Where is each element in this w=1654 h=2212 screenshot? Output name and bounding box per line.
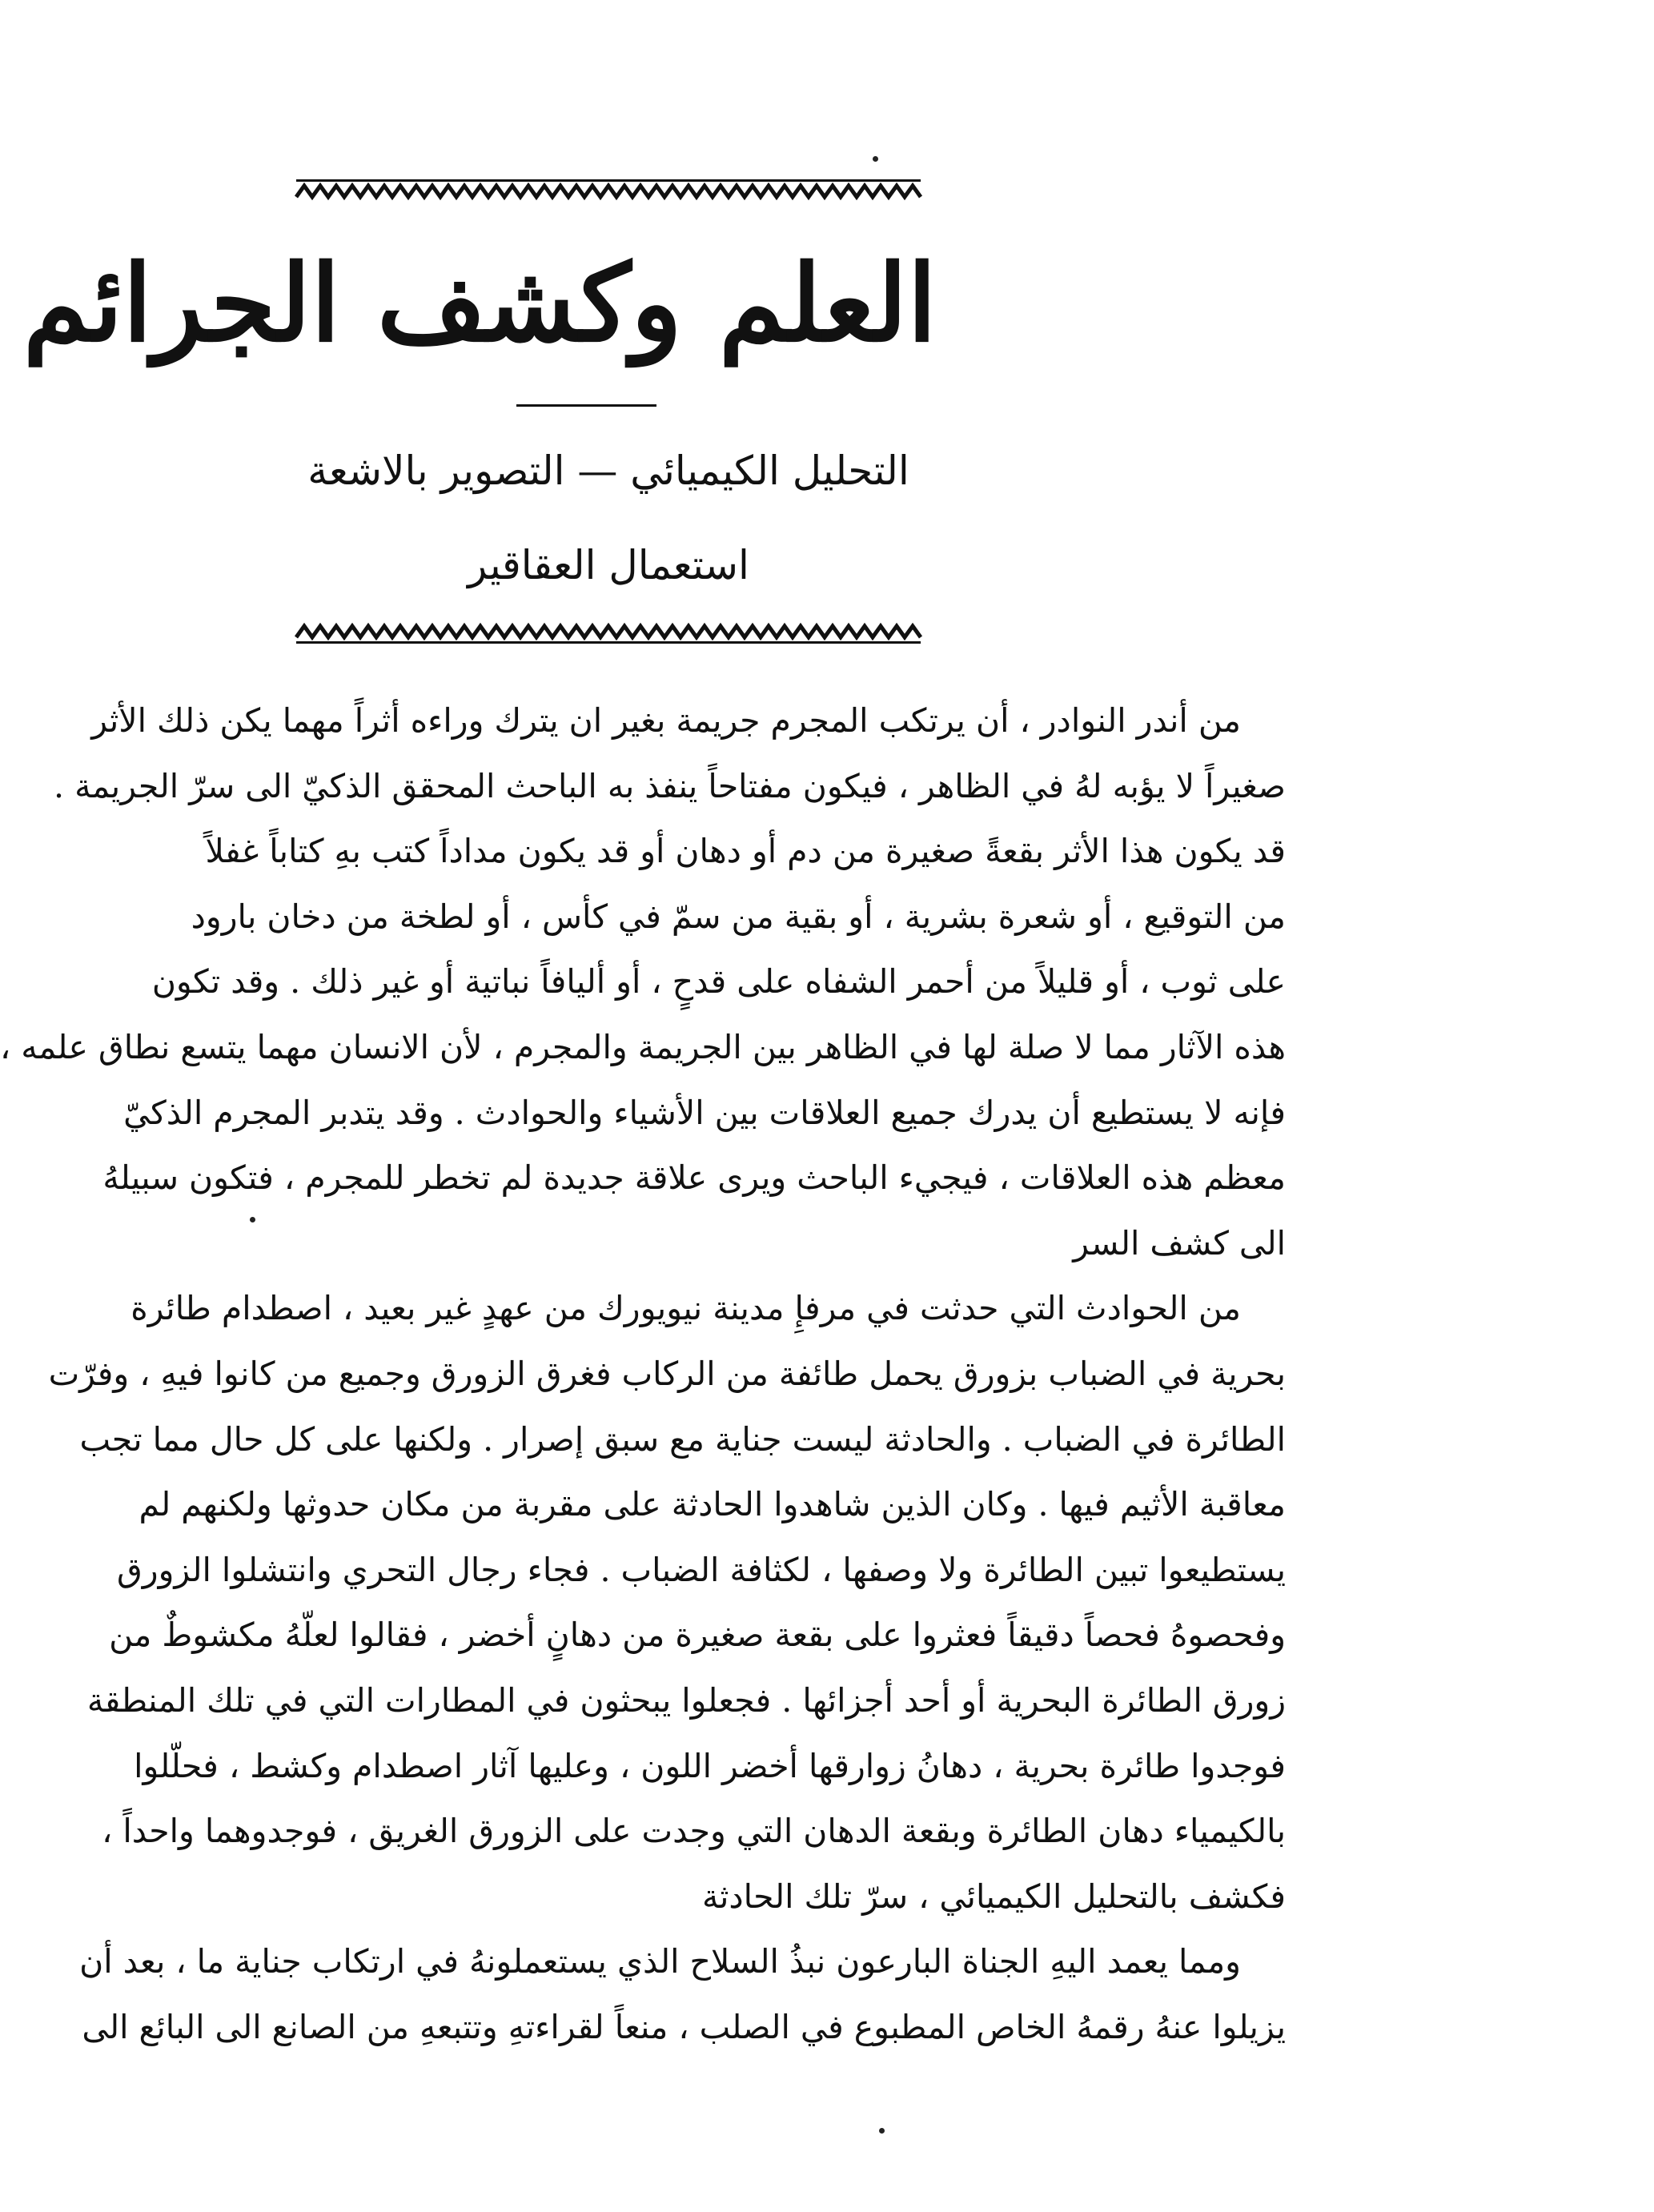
paragraph-2-line: بحرية في الضباب بزورق يحمل طائفة من الركاب فغرق الزورق وجميع من كانوا فيهِ ، وفرّت — [48, 1354, 1286, 1393]
paragraph-2-line: معاقبة الأثيم فيها . وكان الذين شاهدوا الحادثة على مقربة من مكان حدوثها ولكنهم لم — [139, 1485, 1286, 1524]
paragraph-1-line: من التوقيع ، أو شعرة بشرية ، أو بقية من سمّ في كأس ، أو لطخة من دخان بارود — [191, 897, 1286, 936]
paragraph-1-line: صغيراً لا يؤبه لهُ في الظاهر ، فيكون مفتاحاً ينفذ به الباحث المحقق الذكيّ الى سرّ الجريمة . — [54, 766, 1286, 805]
paragraph-3-line: ومما يعمد اليهِ الجناة البارعون نبذُ السلاح الذي يستعملونهُ في ارتكاب جناية ما ، بعد أن — [79, 1942, 1241, 1981]
paragraph-3-line: يزيلوا عنهُ رقمهُ الخاص المطبوع في الصلب ، منعاً لقراءتهِ وتتبعهِ من الصانع الى البائع الى — [82, 2007, 1286, 2046]
paragraph-1-line: الى كشف السر — [1073, 1223, 1286, 1263]
scan-speck — [879, 2128, 885, 2134]
paragraph-2-line: زورق الطائرة البحرية أو أحد أجزائها . فجعلوا يبحثون في المطارات التي في تلك المنطقة — [86, 1680, 1286, 1720]
article-subtitle-secondary: استعمال العقاقير — [468, 542, 749, 588]
scan-speck — [873, 156, 878, 162]
paragraph-1-line: هذه الآثار مما لا صلة لها في الظاهر بين الجريمة والمجرم ، لأن الانسان مهما يتسع نطاق علمه ، — [0, 1027, 1286, 1066]
paragraph-1-line: معظم هذه العلاقات ، فيجيء الباحث ويرى علاقة جديدة لم تخطر للمجرم ، فتكون سبيلهُ — [102, 1158, 1286, 1198]
paragraph-2-line: وفحصوهُ فحصاً دقيقاً فعثروا على بقعة صغيرة من دهانٍ أخضر ، فقالوا لعلّهُ مكشوطٌ من — [109, 1616, 1286, 1655]
paragraph-2-line: يستطيعوا تبين الطائرة ولا وصفها ، لكثافة الضباب . فجاء رجال التحري وانتشلوا الزورق — [116, 1550, 1286, 1589]
paragraph-1-line: على ثوب ، أو قليلاً من أحمر الشفاه على قدحٍ ، أو أليافاً نباتية أو غير ذلك . وقد تكون — [151, 962, 1286, 1002]
paragraph-1-line: من أندر النوادر ، أن يرتكب المجرم جريمة بغير ان يترك وراءه أثراً مهما يكن ذلك الأثر — [91, 701, 1241, 740]
paragraph-1-line: قد يكون هذا الأثر بقعةً صغيرة من دم أو دهان أو قد يكون مداداً كتب بهِ كتاباً غفلاً — [205, 832, 1286, 871]
zigzag-ornament-icon — [296, 178, 921, 202]
bottom-ornament-border — [296, 621, 921, 645]
article-title: العلم وكشف الجرائم — [22, 242, 937, 366]
article-body — [0, 688, 1286, 2060]
paragraph-2-line: فكشف بالتحليل الكيميائي ، سرّ تلك الحادثة — [702, 1877, 1286, 1916]
paragraph-2-line: فوجدوا طائرة بحرية ، دهانُ زوارقها أخضر اللون ، وعليها آثار اصطدام وكشط ، فحلّلوا — [134, 1746, 1286, 1785]
paragraph-2-line: الطائرة في الضباب . والحادثة ليست جناية مع سبق إصرار . ولكنها على كل حال مما تجب — [79, 1419, 1286, 1459]
paragraph-1-line: فإنه لا يستطيع أن يدرك جميع العلاقات بين الأشياء والحوادث . وقد يتدبر المجرم الذكيّ — [123, 1093, 1286, 1132]
paragraph-2-line: بالكيمياء دهان الطائرة وبقعة الدهان التي وجدت على الزورق الغريق ، فوجدوهما واحداً ، — [102, 1812, 1286, 1851]
top-ornament-border — [296, 178, 921, 202]
title-divider — [516, 404, 656, 407]
zigzag-ornament-icon — [296, 621, 921, 645]
paragraph-2-line: من الحوادث التي حدثت في مرفإِ مدينة نيويورك من عهدٍ غير بعيد ، اصطدام طائرة — [130, 1289, 1241, 1328]
scan-speck — [250, 1217, 255, 1222]
article-subtitle: التحليل الكيميائي — التصوير بالاشعة — [307, 448, 909, 494]
